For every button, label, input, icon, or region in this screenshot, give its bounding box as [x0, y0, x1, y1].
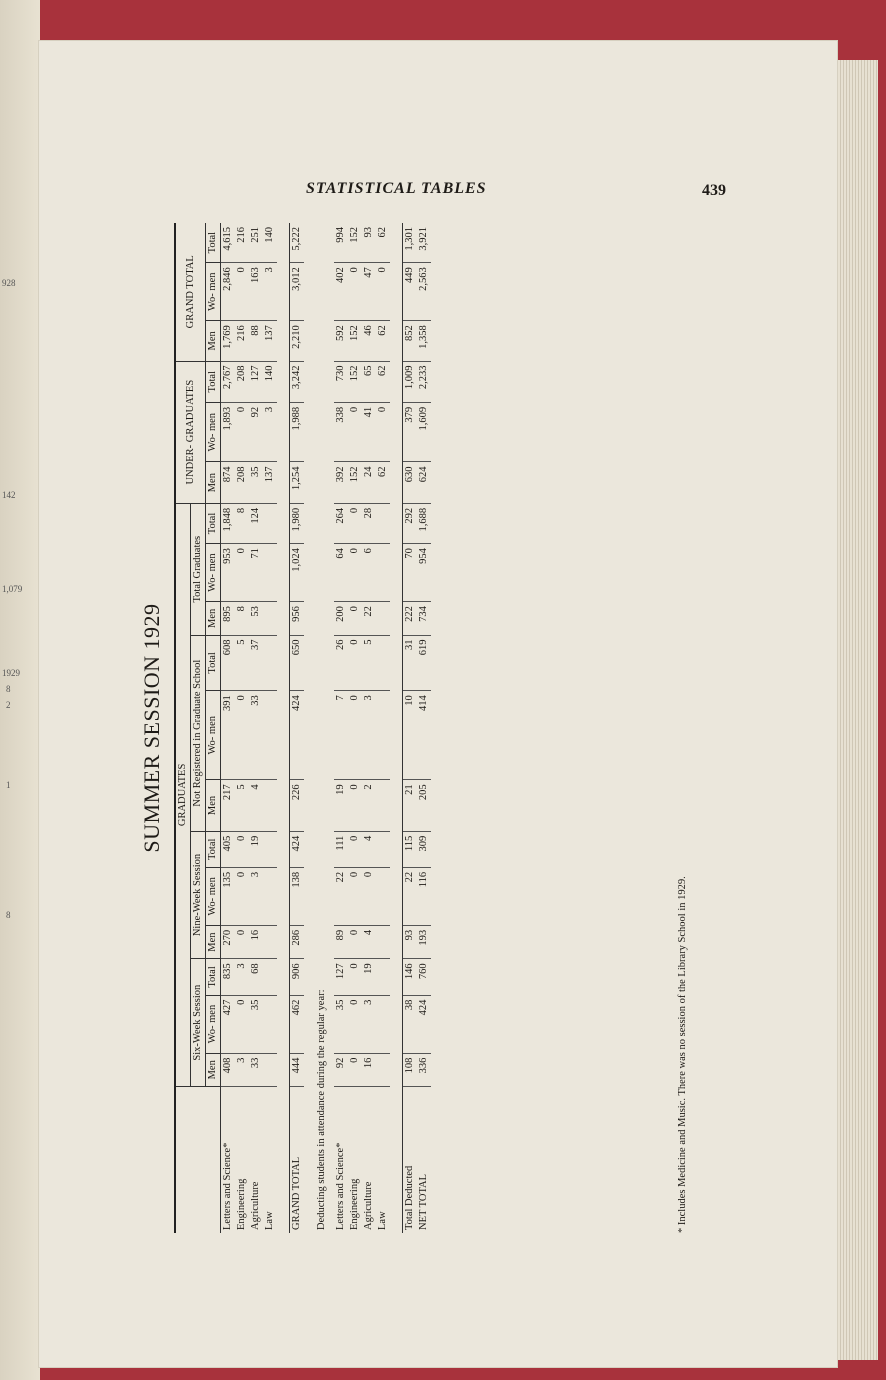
table-cell: 127 [249, 361, 263, 402]
table-cell: 338 [334, 402, 348, 462]
table-cell: 205 [417, 780, 431, 831]
table-cell [376, 780, 390, 831]
table-cell: 92 [334, 1053, 348, 1086]
table-cell [376, 995, 390, 1053]
table-cell: 26 [334, 635, 348, 691]
table-cell: 650 [290, 635, 305, 691]
table-cell: 3 [362, 995, 376, 1053]
table-cell [376, 925, 390, 958]
table-cell: 309 [417, 831, 431, 867]
table-cell: 33 [249, 1053, 263, 1086]
table-cell: 4 [362, 831, 376, 867]
table-cell: 956 [290, 602, 305, 635]
table-cell: 93 [362, 223, 376, 263]
table-cell: 22 [403, 867, 418, 925]
rotated-content [129, 223, 727, 1233]
table-cell: 292 [403, 503, 418, 543]
column-label-women: Wo- men [206, 995, 221, 1053]
table-cell: 0 [348, 995, 362, 1053]
column-label-men: Men [206, 462, 221, 503]
column-label-men: Men [206, 780, 221, 831]
table-cell: 53 [249, 602, 263, 635]
table-cell: 0 [348, 867, 362, 925]
table-cell: 24 [362, 462, 376, 503]
table-cell: 2 [362, 780, 376, 831]
table-row [376, 223, 390, 1233]
column-label-total: Total [206, 959, 221, 995]
table-cell: 71 [249, 544, 263, 602]
table-row [403, 223, 418, 1233]
table-cell: 152 [348, 462, 362, 503]
column-label-women: Wo- men [206, 691, 221, 780]
table-cell: 64 [334, 544, 348, 602]
column-label-women: Wo- men [206, 263, 221, 321]
table-cell: 608 [221, 635, 236, 691]
table-cell: 3 [249, 867, 263, 925]
table-cell: 3 [263, 402, 277, 462]
table-cell [263, 959, 277, 995]
table-body [221, 223, 432, 1233]
table-cell: 19 [249, 831, 263, 867]
column-label-row [206, 223, 221, 1233]
table-cell [263, 867, 277, 925]
table-cell: 217 [221, 780, 236, 831]
table-cell: 208 [235, 361, 249, 402]
table-cell: 92 [249, 402, 263, 462]
table-cell: 424 [417, 995, 431, 1053]
table-cell: 449 [403, 263, 418, 321]
table-cell: 138 [290, 867, 305, 925]
table-cell [376, 959, 390, 995]
table-row [263, 223, 277, 1233]
table-cell: 62 [376, 223, 390, 263]
left-page-number: 928 [2, 278, 16, 288]
table-cell: 8 [235, 503, 249, 543]
table-cell: 1,609 [417, 402, 431, 462]
row-label: Engineering [349, 1178, 360, 1230]
column-label-men: Men [206, 925, 221, 958]
table-cell: 124 [249, 503, 263, 543]
total-graduates-header: Total Graduates [191, 503, 206, 635]
table-cell: 70 [403, 544, 418, 602]
table-cell: 4,615 [221, 223, 236, 263]
table-cell: 624 [417, 462, 431, 503]
row-label: NET TOTAL [418, 1173, 429, 1230]
table-cell: 734 [417, 602, 431, 635]
row-label: Law [377, 1211, 388, 1230]
table-cell: 0 [348, 544, 362, 602]
left-page-number: 2 [6, 700, 11, 710]
table-cell [376, 602, 390, 635]
table-row [417, 223, 431, 1233]
table-cell: 8 [235, 602, 249, 635]
table-cell: 0 [235, 544, 249, 602]
table-cell: 193 [417, 925, 431, 958]
table-cell: 200 [334, 602, 348, 635]
page-edges [838, 60, 878, 1360]
table-cell: 0 [348, 959, 362, 995]
rotated-table-area [129, 223, 727, 1233]
row-label: Engineering [236, 1178, 247, 1230]
table-cell: 1,358 [417, 321, 431, 361]
table-cell: 408 [221, 1053, 236, 1086]
table-cell: 954 [417, 544, 431, 602]
table-cell [376, 503, 390, 543]
running-header-title: STATISTICAL TABLES [306, 180, 487, 197]
table-cell: 852 [403, 321, 418, 361]
table-cell: 163 [249, 263, 263, 321]
table-cell: 152 [348, 223, 362, 263]
table-cell: 116 [417, 867, 431, 925]
table-cell: 35 [334, 995, 348, 1053]
table-cell: 835 [221, 959, 236, 995]
table-row [348, 223, 362, 1233]
table-cell: 222 [403, 602, 418, 635]
table-row [235, 223, 249, 1233]
column-label-total: Total [206, 223, 221, 263]
table-cell: 0 [235, 925, 249, 958]
table-cell: 402 [334, 263, 348, 321]
table-cell: 38 [403, 995, 418, 1053]
table-cell: 379 [403, 402, 418, 462]
column-label-women: Wo- men [206, 402, 221, 462]
table-cell: 4 [362, 925, 376, 958]
table-cell: 270 [221, 925, 236, 958]
table-cell: 0 [348, 402, 362, 462]
left-page-number: 1 [6, 780, 11, 790]
table-cell: 108 [403, 1053, 418, 1086]
table-cell: 10 [403, 691, 418, 780]
table-cell: 462 [290, 995, 305, 1053]
table-cell: 65 [362, 361, 376, 402]
table-cell: 1,848 [221, 503, 236, 543]
table-cell [376, 544, 390, 602]
table-cell: 1,893 [221, 402, 236, 462]
row-label: GRAND TOTAL [290, 1087, 305, 1234]
table-cell: 444 [290, 1053, 305, 1086]
table-cell: 1,024 [290, 544, 305, 602]
table-cell: 140 [263, 223, 277, 263]
table-cell: 19 [334, 780, 348, 831]
table-cell [263, 831, 277, 867]
table-cell: 0 [235, 831, 249, 867]
table-cell: 28 [362, 503, 376, 543]
undergraduates-header: UNDER- GRADUATES [175, 361, 206, 503]
column-label-men: Men [206, 1053, 221, 1086]
table-cell: 1,769 [221, 321, 236, 361]
table-cell: 6 [362, 544, 376, 602]
table-cell: 0 [376, 263, 390, 321]
table-cell [263, 691, 277, 780]
table-cell: 592 [334, 321, 348, 361]
table-cell: 0 [348, 503, 362, 543]
column-label-total: Total [206, 361, 221, 402]
table-cell: 0 [348, 925, 362, 958]
table-cell: 19 [362, 959, 376, 995]
table-cell: 424 [290, 831, 305, 867]
table-cell [376, 831, 390, 867]
table-row [221, 223, 236, 1233]
table-cell: 0 [235, 402, 249, 462]
table-cell: 3 [362, 691, 376, 780]
spacer-row [390, 223, 403, 1233]
table-cell: 5 [235, 635, 249, 691]
column-label-men: Men [206, 602, 221, 635]
row-label: Total Deducted [403, 1087, 418, 1234]
table-cell: 5 [362, 635, 376, 691]
nine-week-header: Nine-Week Session [191, 831, 206, 959]
table-cell: 994 [334, 223, 348, 263]
table-cell: 3 [235, 959, 249, 995]
row-label: Agriculture [250, 1181, 261, 1230]
table-cell [376, 635, 390, 691]
table-cell: 140 [263, 361, 277, 402]
table-cell: 0 [235, 691, 249, 780]
table-cell [263, 503, 277, 543]
graduates-header: GRADUATES [175, 503, 191, 1086]
six-week-header: Six-Week Session [191, 959, 206, 1087]
table-cell: 33 [249, 691, 263, 780]
table-row [249, 223, 263, 1233]
table-cell: 2,767 [221, 361, 236, 402]
table-cell: 35 [249, 995, 263, 1053]
table-cell: 0 [235, 995, 249, 1053]
table-cell: 47 [362, 263, 376, 321]
table-cell: 0 [348, 263, 362, 321]
spacer-row [277, 223, 290, 1233]
table-cell [263, 925, 277, 958]
table-cell: 630 [403, 462, 418, 503]
table-cell: 62 [376, 321, 390, 361]
table-cell: 31 [403, 635, 418, 691]
table-cell: 3,921 [417, 223, 431, 263]
corner-cell [175, 1087, 221, 1234]
table-cell: 4 [249, 780, 263, 831]
enrollment-table [174, 223, 431, 1233]
table-cell: 619 [417, 635, 431, 691]
table-cell: 0 [348, 831, 362, 867]
column-label-total: Total [206, 831, 221, 867]
column-label-men: Men [206, 321, 221, 361]
table-cell: 16 [362, 1053, 376, 1086]
table-cell: 264 [334, 503, 348, 543]
left-page-number: 8 [6, 910, 11, 920]
table-cell: 3 [263, 263, 277, 321]
table-cell: 88 [249, 321, 263, 361]
table-cell: 895 [221, 602, 236, 635]
row-label: Letters and Science* [222, 1142, 233, 1230]
table-cell: 41 [362, 402, 376, 462]
table-cell: 0 [348, 635, 362, 691]
table-title: SUMMER SESSION 1929 [139, 603, 164, 853]
left-page-edge [0, 0, 40, 1380]
table-cell: 2,233 [417, 361, 431, 402]
table-cell: 0 [362, 867, 376, 925]
footnote: * Includes Medicine and Music. There was no session of the Library School in 1929. [677, 876, 688, 1233]
table-cell: 21 [403, 780, 418, 831]
table-cell: 0 [235, 867, 249, 925]
table-cell [376, 691, 390, 780]
table-cell: 1,688 [417, 503, 431, 543]
table-cell: 111 [334, 831, 348, 867]
table-cell: 336 [417, 1053, 431, 1086]
table-cell [263, 780, 277, 831]
table-cell: 1,009 [403, 361, 418, 402]
table-cell: 3,242 [290, 361, 305, 402]
table-cell: 251 [249, 223, 263, 263]
table-cell: 152 [348, 321, 362, 361]
table-cell: 906 [290, 959, 305, 995]
table-cell [263, 1053, 277, 1086]
table-cell: 35 [249, 462, 263, 503]
column-label-women: Wo- men [206, 544, 221, 602]
table-cell: 62 [376, 462, 390, 503]
table-cell: 953 [221, 544, 236, 602]
left-page-number: 142 [2, 490, 16, 500]
left-page-number: 1929 [2, 668, 20, 678]
table-cell [376, 867, 390, 925]
grand-total-header: GRAND TOTAL [175, 223, 206, 361]
table-cell: 5,222 [290, 223, 305, 263]
column-label-total: Total [206, 503, 221, 543]
left-page-number: 1,079 [2, 584, 23, 594]
table-cell: 152 [348, 361, 362, 402]
table-cell: 22 [362, 602, 376, 635]
table-cell: 427 [221, 995, 236, 1053]
table-cell: 0 [348, 602, 362, 635]
table-cell: 730 [334, 361, 348, 402]
table-cell: 0 [376, 402, 390, 462]
table-cell: 7 [334, 691, 348, 780]
table-cell: 226 [290, 780, 305, 831]
table-cell: 392 [334, 462, 348, 503]
row-label: Letters and Science* [335, 1142, 346, 1230]
table-cell [263, 602, 277, 635]
row-label: Agriculture [363, 1181, 374, 1230]
not-registered-header: Not Registered in Graduate School [191, 635, 206, 831]
table-cell: 5 [235, 780, 249, 831]
table-cell: 3,012 [290, 263, 305, 321]
table-cell: 0 [348, 691, 362, 780]
table-cell: 405 [221, 831, 236, 867]
book-page [38, 40, 838, 1368]
table-cell: 0 [235, 263, 249, 321]
table-cell: 37 [249, 635, 263, 691]
table-cell: 391 [221, 691, 236, 780]
column-label-women: Wo- men [206, 867, 221, 925]
table-cell: 93 [403, 925, 418, 958]
table-cell: 2,210 [290, 321, 305, 361]
table-cell: 68 [249, 959, 263, 995]
table-cell: 0 [348, 780, 362, 831]
table-cell: 414 [417, 691, 431, 780]
table-row [290, 223, 305, 1233]
table-cell: 1,980 [290, 503, 305, 543]
table-row [334, 223, 348, 1233]
table-cell: 62 [376, 361, 390, 402]
table-cell: 0 [348, 1053, 362, 1086]
table-cell [376, 1053, 390, 1086]
table-cell: 874 [221, 462, 236, 503]
table-cell: 127 [334, 959, 348, 995]
table-cell: 216 [235, 321, 249, 361]
table-cell: 2,563 [417, 263, 431, 321]
table-cell: 1,301 [403, 223, 418, 263]
table-cell: 137 [263, 321, 277, 361]
table-cell [263, 995, 277, 1053]
page-number: 439 [702, 182, 726, 199]
table-cell: 208 [235, 462, 249, 503]
table-row [362, 223, 376, 1233]
table-cell: 46 [362, 321, 376, 361]
left-page-number: 8 [6, 684, 11, 694]
table-cell: 89 [334, 925, 348, 958]
table-cell: 1,988 [290, 402, 305, 462]
table-cell [263, 544, 277, 602]
table-cell: 137 [263, 462, 277, 503]
table-cell: 1,254 [290, 462, 305, 503]
table-cell: 135 [221, 867, 236, 925]
table-cell: 146 [403, 959, 418, 995]
table-cell: 216 [235, 223, 249, 263]
section-row [304, 223, 334, 1233]
table-cell [263, 635, 277, 691]
table-cell: 22 [334, 867, 348, 925]
table-cell: 115 [403, 831, 418, 867]
table-cell: 286 [290, 925, 305, 958]
table-cell: 16 [249, 925, 263, 958]
table-cell: 3 [235, 1053, 249, 1086]
row-label: Law [264, 1211, 275, 1230]
column-label-total: Total [206, 635, 221, 691]
table-cell: 2,846 [221, 263, 236, 321]
table-cell: 760 [417, 959, 431, 995]
table-cell: 424 [290, 691, 305, 780]
deduct-title: Deducting students in attendance during the regular year: [316, 989, 327, 1230]
